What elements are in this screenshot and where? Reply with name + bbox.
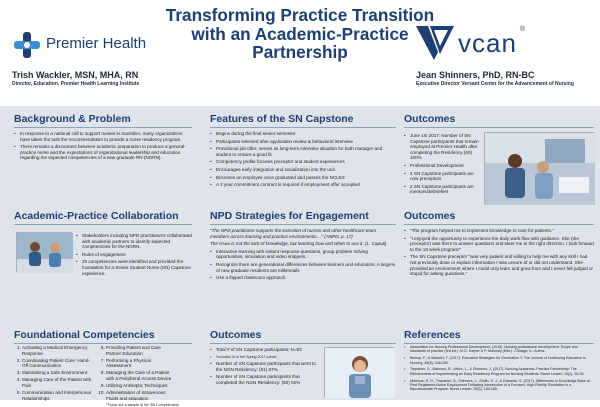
- background-section: [14, 113, 192, 163]
- outcomes-right-item: • June 1st 2017: Number of SN Capstone participants that remain employed at Premier Health after completing the Residency (60) 100%: [404, 133, 480, 161]
- vcan-logo: [414, 22, 534, 66]
- left-author-title: Director, Education, Premier Health Learning Institute: [12, 81, 140, 87]
- collaboration-title: Academic-Practice Collaboration: [14, 210, 179, 222]
- competencies-col-1: [14, 345, 92, 403]
- strategies-quote-2: The issue is not the lack of knowledge, but learning how and when to use it. (L. Caputi): [210, 241, 387, 247]
- collaboration-photo: [16, 232, 72, 272]
- background-title: Background & Problem: [14, 113, 131, 125]
- collaboration-list: [76, 233, 192, 278]
- strategies-item: • Use a flipped classroom approach: [210, 275, 396, 281]
- competency-item: 2. Coordinating Patient Care: Hand-Off Communication: [22, 358, 92, 369]
- right-author: [416, 70, 594, 87]
- competency-item: 3. Maintaining a Safe Environment: [22, 370, 92, 376]
- collaboration-item: • Stakeholders including NPD practitioners collaborated with academic partners to identify expected competencies for the NGRN.: [76, 233, 192, 250]
- strategies-item: • Recognize there are generational differences between learners and educators. A large% of new graduate residents are millennials: [210, 262, 396, 273]
- background-item: • There remains a disconnect between academic preparation to produce a general-practice nurse and the expectations of organizational leadership and education regarding the expected competencies of a new graduate RN (NGRN).: [14, 144, 192, 161]
- outcomes-right-section: [404, 113, 594, 129]
- competency-item: 4. Managing Care of the Patient with Pain: [22, 377, 92, 388]
- collaboration-section: [14, 210, 192, 226]
- reference-item: • Mainous, R. O., Trepanier, S., Shinners, J., Smith, S. J., & Edwards, S. (2017). Differences in Knowledge Base at First Registered Nurse Employment Following Introduction of a Focused, High-Fidelity Simulation in a Baccalaureate Program. Nurse Leader, 15(3), 184-189.: [404, 379, 594, 392]
- competencies-col-2: [98, 345, 176, 403]
- outcomes-quotes-title: Outcomes: [404, 210, 456, 222]
- capstone-item: • Provisional job offer; serves as long-term interview situation for both manager and student to ensure a good fit: [210, 146, 396, 157]
- premier-health-cross-icon: [12, 30, 42, 60]
- outcomes-mid-title: Outcomes: [210, 329, 262, 341]
- collaboration-item: • 29 competencies were identified and provided the foundation for a Senior Student Nurse (SN) Capstone experience.: [76, 259, 192, 276]
- outcomes-quote-item: • "I enjoyed the opportunity to experience the daily work flow with guidance. She (the preceptor) was there to answer questions and steer me in the right direction. I look forward to the 18 week program!": [404, 236, 594, 253]
- competency-item: 8. Managing the Care of a Patient with a Peripheral Access Device: [106, 370, 176, 381]
- competency-item: 5. Communication and Interpersonal Relationships: [22, 390, 92, 401]
- outcomes-mid-list: [210, 347, 318, 387]
- reference-item: • Trepanier, S., Mainous, R., Africa, L., & Shinners, J. (2017). Nursing Academic–Practice Partnership: The Effectiveness of Implementing an Early Residency Program for Nursing Students. Nurse Leader, 15(1), 35-39.: [404, 367, 594, 376]
- capstone-section: [210, 113, 396, 190]
- outcomes-right-title: Outcomes: [404, 113, 456, 125]
- capstone-item: • Participants selected after application review & behavioral interview: [210, 139, 396, 145]
- strategies-title: NPD Strategies for Engagement: [210, 210, 369, 222]
- outcomes-mid-item: • Number of SN Capstone participants that completed the NGN Residency: (60) 92%: [210, 374, 318, 385]
- competency-item: 1. Activating a Medical Emergency Response: [22, 345, 92, 356]
- left-author-name: Trish Wackler, MSN, MHA, RN: [12, 70, 139, 80]
- outcomes-mid-item: • Total # of SN Capstone participants: N=93: [210, 347, 318, 353]
- outcomes-right-item: • 2 SN Capstone participants are mentors/debriefers: [404, 184, 480, 195]
- poster-title: Transforming Practice Transition with an Academic-Practice Partnership: [165, 5, 435, 62]
- collaboration-item: • Rules of engagement: [76, 252, 192, 258]
- strategies-quote: "The NPD practitioner supports the transition of nurses and other healthcare team members across learning and practice environments…" (ANPD, p. 17): [210, 228, 377, 239]
- left-author: [12, 70, 212, 87]
- reference-item: • Bishop, F., & Wackler, T. (2017). Education Strategies for Generation Y. The Journal of Continuing Education in Nursing, 48(6), 248-250.: [404, 356, 594, 365]
- competencies-section: [14, 329, 192, 407]
- competency-item: 9. Utilizing Antiseptic Techniques: [106, 383, 176, 389]
- background-item: • In response to a national call to support nurses in transition, many organizations have taken the task the recommendation to provide a nurse residency program.: [14, 131, 192, 142]
- references-title: References: [404, 329, 461, 341]
- capstone-item: • A 2 year commitment contract is required if employment offer accepted: [210, 182, 396, 188]
- competency-item: 7. Performing a Physical Assessment: [106, 358, 176, 369]
- competencies-title: Foundational Competencies: [14, 329, 155, 341]
- outcomes-right-photo: [484, 132, 594, 204]
- strategies-item: • Interactive learning with instant response questions, group problem solving opportunities, simulation and video snippets.: [210, 249, 396, 260]
- outcomes-quote-item: • "The program helped me to implement knowledge to care for patients.": [404, 228, 594, 234]
- outcomes-mid-note: • *includes 2x in the Spring 2017 cohort: [210, 355, 318, 359]
- outcomes-right-list: [404, 133, 480, 197]
- right-logo-text: vcan: [458, 28, 517, 58]
- right-author-title: Executive Director Versant Center for the Advancement of Nursing: [416, 81, 574, 87]
- outcomes-mid-photo: [324, 347, 394, 397]
- competency-item: 10. Administration of Intravenous Fluids and education: [106, 390, 176, 401]
- vcan-v-icon: [414, 22, 456, 62]
- outcomes-mid-item: • Number of SN Capstone participants that went to the NGN Residency: (61) 67%: [210, 361, 318, 372]
- outcomes-right-item: • Professional Development: [404, 163, 480, 169]
- left-logo-text: Premier Health: [46, 35, 147, 52]
- capstone-item: • Becomes an employee once graduated and passes the NCLEX: [210, 175, 396, 181]
- outcomes-right-item: • 4 SN Capstone participants are now preceptors: [404, 171, 480, 182]
- competency-item: 6. Providing Patient and Care Partner Education: [106, 345, 176, 356]
- capstone-title: Features of the SN Capstone: [210, 113, 354, 125]
- outcomes-quotes-section: [404, 210, 594, 279]
- capstone-item: • Competency profile focuses preceptor and student experiences: [210, 159, 396, 165]
- capstone-item: • Encourages early integration and socialization into the unit: [210, 167, 396, 173]
- capstone-item: • Begins during the final senior semester: [210, 131, 396, 137]
- competencies-footnote: *These are a sample of the SN Competencies: [106, 402, 180, 407]
- reference-item: • Association for Nursing Professional Development. (2016). Nursing professional development: Scope and standards of practice (3rd ed.). M.G. Harper & P. Maloney (Eds.). Chicago, IL: Author.: [404, 345, 594, 354]
- references-section: [404, 329, 594, 394]
- poster-header: [0, 0, 600, 106]
- right-author-name: Jean Shinners, PhD, RN-BC: [416, 70, 535, 80]
- outcomes-quote-item: • The SN Capstone preceptor "was very patient and willing to help me with any skill I had not previously done or explain information I was unsure of or did not understand. She provided an environment where I could only learn and grow from and I never felt judged or stupid for asking questions.": [404, 254, 594, 276]
- strategies-section: [210, 210, 396, 283]
- premier-health-logo: [12, 30, 162, 64]
- outcomes-mid-section: [210, 329, 396, 345]
- right-logo-registered-mark: ®: [520, 26, 526, 33]
